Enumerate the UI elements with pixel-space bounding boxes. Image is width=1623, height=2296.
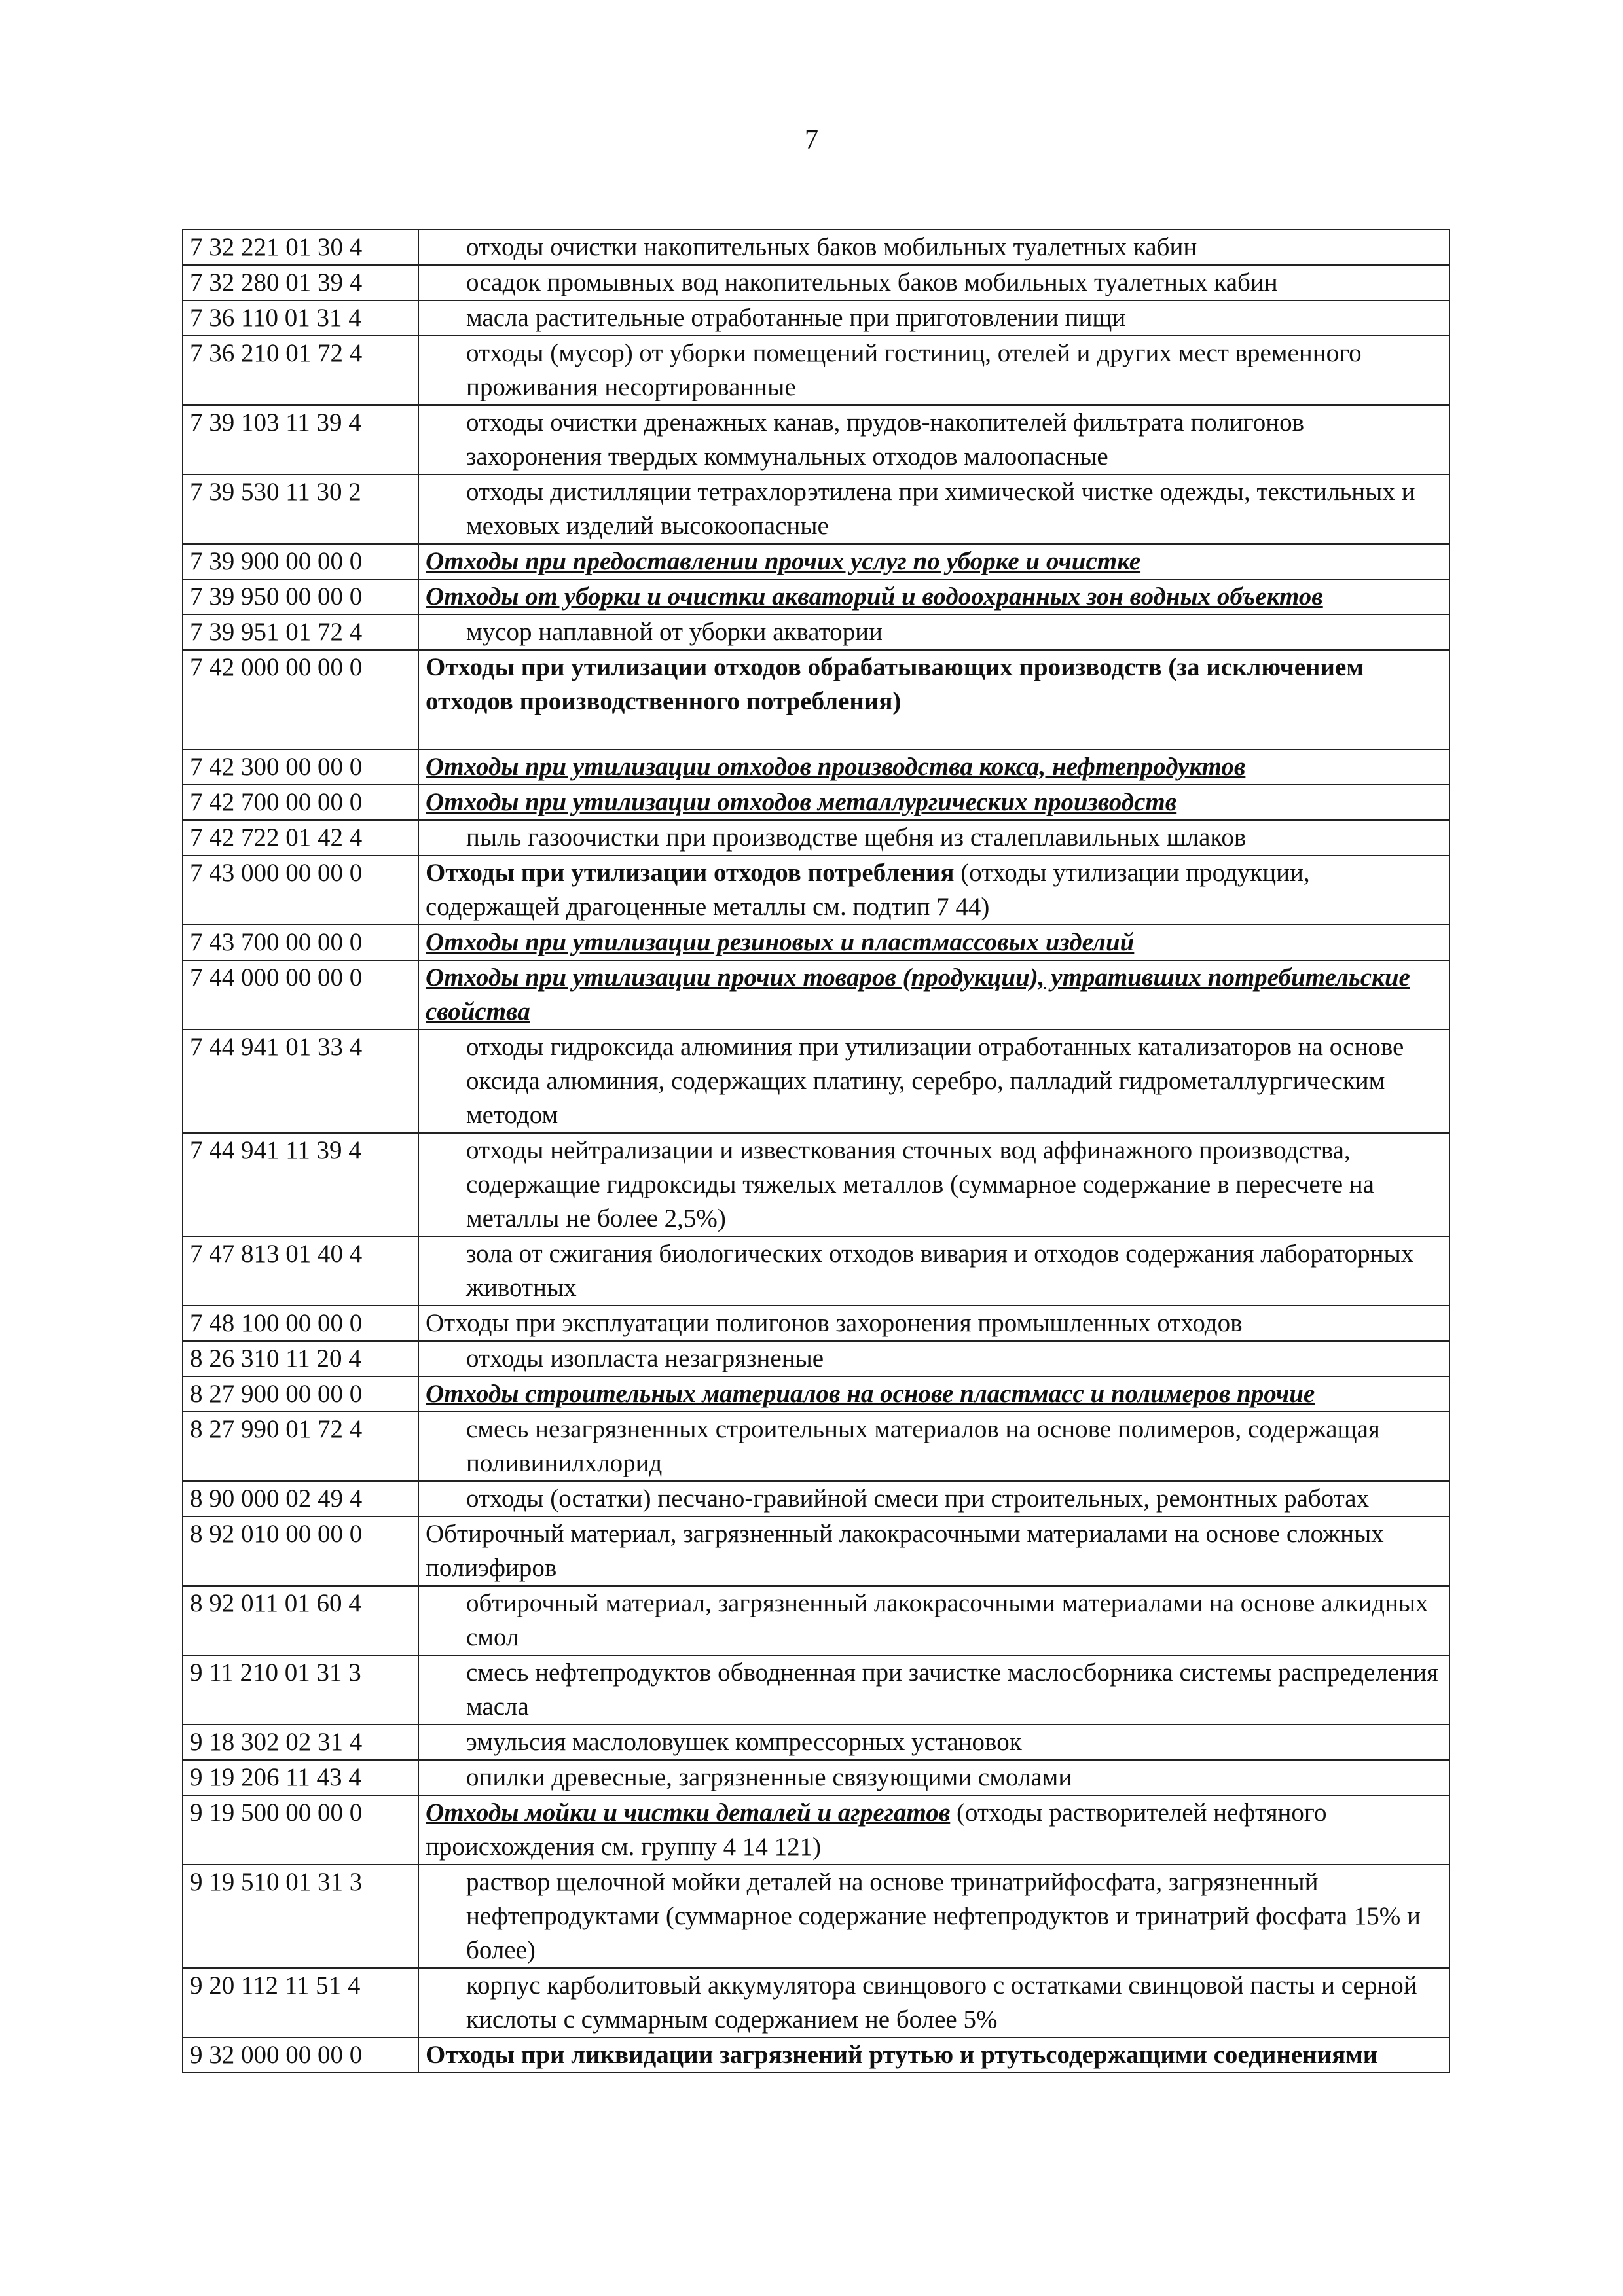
waste-code: 8 27 900 00 00 0 (183, 1376, 418, 1412)
table-row (183, 820, 1450, 855)
table-row (183, 544, 1450, 579)
table-row (183, 1306, 1450, 1341)
waste-code: 7 43 000 00 00 0 (183, 855, 418, 925)
table-row (183, 1481, 1450, 1516)
waste-description: отходы гидроксида алюминия при утилизации отработанных катализаторов на основе оксида алюминия, содержащих платину, серебро, палладий гидрометаллургическим методом (418, 1030, 1450, 1133)
waste-code: 8 90 000 02 49 4 (183, 1481, 418, 1516)
waste-code: 7 39 900 00 00 0 (183, 544, 418, 579)
waste-code: 7 48 100 00 00 0 (183, 1306, 418, 1341)
waste-code: 7 44 941 01 33 4 (183, 1030, 418, 1133)
waste-description: отходы (остатки) песчано-гравийной смеси при строительных, ремонтных работах (418, 1481, 1450, 1516)
table-row (183, 960, 1450, 1030)
waste-description: отходы (мусор) от уборки помещений гостиниц, отелей и других мест временного проживания несортированные (418, 336, 1450, 405)
table-row (183, 1236, 1450, 1306)
table-row (183, 230, 1450, 265)
table-row (183, 2037, 1450, 2073)
table-row (183, 1586, 1450, 1655)
table-row (183, 336, 1450, 405)
waste-code: 7 42 000 00 00 0 (183, 650, 418, 749)
waste-description: корпус карболитовый аккумулятора свинцового с остатками свинцовой пасты и серной кислоты с суммарным содержанием не более 5% (418, 1968, 1450, 2037)
waste-code: 9 19 510 01 31 3 (183, 1865, 418, 1968)
waste-code: 7 39 530 11 30 2 (183, 475, 418, 544)
waste-code: 9 19 206 11 43 4 (183, 1760, 418, 1795)
table-row (183, 1516, 1450, 1586)
waste-code: 7 32 221 01 30 4 (183, 230, 418, 265)
category-title-note: (отходы растворителей нефтяного происхождения см. группу 4 14 121) (426, 1799, 1327, 1861)
waste-code: 7 44 941 11 39 4 (183, 1133, 418, 1236)
waste-code: 7 42 300 00 00 0 (183, 749, 418, 785)
table-row (183, 1655, 1450, 1725)
waste-description: осадок промывных вод накопительных баков мобильных туалетных кабин (418, 265, 1450, 300)
waste-description: пыль газоочистки при производстве щебня из сталеплавильных шлаков (418, 820, 1450, 855)
table-row (183, 1725, 1450, 1760)
table-row (183, 1030, 1450, 1133)
waste-code: 7 36 110 01 31 4 (183, 300, 418, 336)
waste-category-title: Отходы при эксплуатации полигонов захоронения промышленных отходов (418, 1306, 1450, 1341)
waste-code: 8 92 011 01 60 4 (183, 1586, 418, 1655)
waste-code: 8 26 310 11 20 4 (183, 1341, 418, 1376)
table-row (183, 650, 1450, 749)
waste-code: 7 39 950 00 00 0 (183, 579, 418, 615)
waste-description: опилки древесные, загрязненные связующими смолами (418, 1760, 1450, 1795)
waste-category-title: Обтирочный материал, загрязненный лакокрасочными материалами на основе сложных полиэфиров (418, 1516, 1450, 1586)
table-row (183, 1968, 1450, 2037)
waste-category-title (418, 1795, 1450, 1865)
waste-code: 7 39 951 01 72 4 (183, 615, 418, 650)
waste-category-title: Отходы при ликвидации загрязнений ртутью и ртутьсодержащими соединениями (418, 2037, 1450, 2073)
waste-description: отходы изопласта незагрязненые (418, 1341, 1450, 1376)
waste-category-title: Отходы строительных материалов на основе пластмасс и полимеров прочие (418, 1376, 1450, 1412)
table-row (183, 1760, 1450, 1795)
waste-code: 9 19 500 00 00 0 (183, 1795, 418, 1865)
waste-code: 7 39 103 11 39 4 (183, 405, 418, 475)
waste-description: обтирочный материал, загрязненный лакокрасочными материалами на основе алкидных смол (418, 1586, 1450, 1655)
waste-description: смесь незагрязненных строительных материалов на основе полимеров, содержащая поливинилхлорид (418, 1412, 1450, 1481)
waste-description: отходы дистилляции тетрахлорэтилена при химической чистке одежды, текстильных и меховых изделий высокоопасные (418, 475, 1450, 544)
waste-code: 9 20 112 11 51 4 (183, 1968, 418, 2037)
table-row (183, 300, 1450, 336)
table-row (183, 265, 1450, 300)
table-row (183, 749, 1450, 785)
category-title-bold: Отходы при утилизации отходов потребления (426, 859, 955, 887)
waste-code: 7 36 210 01 72 4 (183, 336, 418, 405)
waste-category-title: Отходы при утилизации отходов обрабатывающих производств (за исключением отходов производственного потребления) (418, 650, 1450, 749)
waste-category-title (418, 855, 1450, 925)
table-row (183, 1865, 1450, 1968)
table-row (183, 579, 1450, 615)
waste-code: 8 27 990 01 72 4 (183, 1412, 418, 1481)
waste-description: масла растительные отработанные при приготовлении пищи (418, 300, 1450, 336)
waste-code: 9 32 000 00 00 0 (183, 2037, 418, 2073)
table-row (183, 855, 1450, 925)
waste-description: эмульсия маслоловушек компрессорных установок (418, 1725, 1450, 1760)
waste-category-title: Отходы при утилизации отходов производства кокса, нефтепродуктов (418, 749, 1450, 785)
waste-category-title: Отходы при предоставлении прочих услуг по уборке и очистке (418, 544, 1450, 579)
waste-description: смесь нефтепродуктов обводненная при зачистке маслосборника системы распределения масла (418, 1655, 1450, 1725)
waste-code: 7 32 280 01 39 4 (183, 265, 418, 300)
category-title-bold: Отходы мойки и чистки деталей и агрегатов (426, 1799, 951, 1827)
waste-description: отходы нейтрализации и известкования сточных вод аффинажного производства, содержащие гидроксиды тяжелых металлов (суммарное содержание в пересчете на металлы не более 2,5%) (418, 1133, 1450, 1236)
table-row (183, 1412, 1450, 1481)
waste-description: отходы очистки накопительных баков мобильных туалетных кабин (418, 230, 1450, 265)
waste-code-table (182, 229, 1450, 2073)
waste-description: отходы очистки дренажных канав, прудов-накопителей фильтрата полигонов захоронения твердых коммунальных отходов малоопасные (418, 405, 1450, 475)
waste-code: 7 44 000 00 00 0 (183, 960, 418, 1030)
waste-code: 7 42 722 01 42 4 (183, 820, 418, 855)
waste-category-title: Отходы от уборки и очистки акваторий и водоохранных зон водных объектов (418, 579, 1450, 615)
page-number: 7 (805, 125, 818, 155)
waste-category-title: Отходы при утилизации прочих товаров (продукции), утративших потребительские свойства (418, 960, 1450, 1030)
table-row (183, 1133, 1450, 1236)
table-row (183, 475, 1450, 544)
table-row (183, 1376, 1450, 1412)
table-row (183, 925, 1450, 960)
table-row (183, 405, 1450, 475)
table-row (183, 615, 1450, 650)
waste-code: 8 92 010 00 00 0 (183, 1516, 418, 1586)
waste-category-title: Отходы при утилизации отходов металлургических производств (418, 785, 1450, 820)
table-row (183, 1795, 1450, 1865)
table-row (183, 785, 1450, 820)
waste-description: раствор щелочной мойки деталей на основе тринатрийфосфата, загрязненный нефтепродуктами (суммарное содержание нефтепродуктов и тринатрий фосфата 15% и более) (418, 1865, 1450, 1968)
category-title-note: (отходы утилизации продукции, содержащей драгоценные металлы см. подтип 7 44) (426, 859, 1310, 921)
waste-category-title: Отходы при утилизации резиновых и пластмассовых изделий (418, 925, 1450, 960)
table-row (183, 1341, 1450, 1376)
waste-code: 7 42 700 00 00 0 (183, 785, 418, 820)
waste-code: 9 11 210 01 31 3 (183, 1655, 418, 1725)
waste-code: 9 18 302 02 31 4 (183, 1725, 418, 1760)
waste-code: 7 47 813 01 40 4 (183, 1236, 418, 1306)
waste-code: 7 43 700 00 00 0 (183, 925, 418, 960)
waste-description: зола от сжигания биологических отходов вивария и отходов содержания лабораторных животных (418, 1236, 1450, 1306)
waste-description: мусор наплавной от уборки акватории (418, 615, 1450, 650)
